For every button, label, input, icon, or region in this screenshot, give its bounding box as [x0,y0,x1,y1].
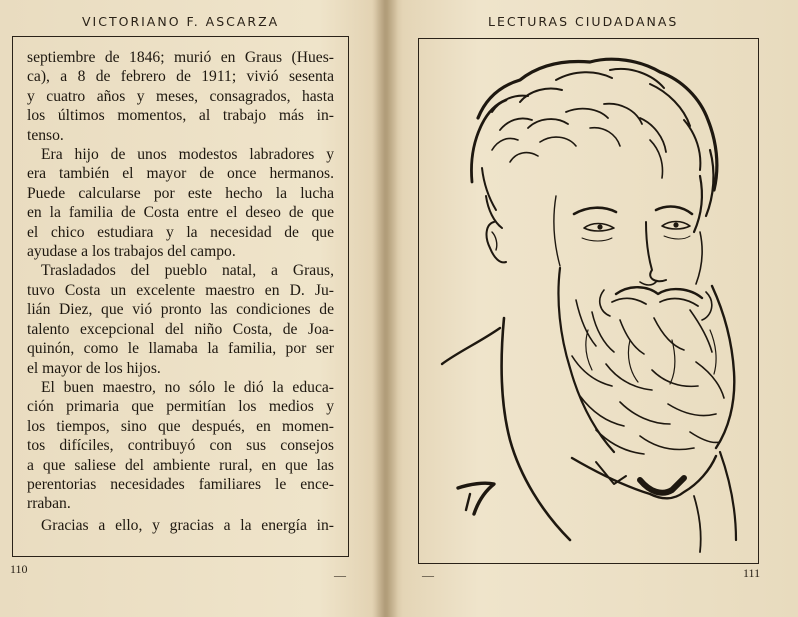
right-running-head: LECTURAS CIUDADANAS [488,14,679,29]
text-line: rraban. [27,495,71,513]
text-line: septiembre de 1846; murió en Graus (Hues- [27,49,334,66]
text-line: tuvo Costa un excelente maestro en D. Ju- [27,281,334,299]
text-line: era también el mayor de once hermanos. [27,165,334,183]
left-running-head: VICTORIANO F. ASCARZA [82,14,280,29]
text-line: tenso. [27,126,64,144]
text-line: Era hijo de unos modestos labradores y [41,146,334,164]
text-line: talento excepcional del niño Costa, de Joa- [27,320,334,338]
text-line: en la familia de Costa entre el deseo de que [27,204,334,222]
left-page-number: 110 [10,562,28,576]
text-line: a que saliese del ambiente rural, en que las [27,456,334,474]
text-line: el chico estudiara y la necesidad de que [27,223,334,241]
text-line: ayudase a los trabajos del campo. [27,243,236,261]
text-line: quinón, como le llamaba la familia, por ser [27,340,334,358]
text-line: el mayor de los hijos. [27,359,161,377]
text-line: El buen maestro, no sólo le dió la educa- [41,378,334,396]
text-line: ca), a 8 de febrero de 1911; vivió sesenta [27,68,334,86]
right-page-number: 111 [743,566,761,580]
text-line: y cuatro años y meses, consagrados, hasta [27,87,334,105]
text-line: Gracias a ello, y gracias a la energía in- [41,516,334,534]
right-footer-mark: — [422,568,434,582]
text-line: Trasladados del pueblo natal, a Graus, [41,262,334,280]
text-line: los tiempos, sino que después, en momen- [27,417,334,435]
text-line: los últimos momentos, al trabajo más in- [27,107,334,125]
text-line: lián Diez, que vió pronto las condiciones de [27,301,334,319]
left-footer-mark: — [334,568,346,582]
text-line: tos difíciles, contribuyó con sus consejos [27,437,334,455]
text-line: Puede calcularse por este hecho la lucha [27,184,334,202]
text-line: perentorias necesidades familiares le ence- [27,475,334,493]
text-line: ción primaria que permitían los medios y [27,398,334,416]
